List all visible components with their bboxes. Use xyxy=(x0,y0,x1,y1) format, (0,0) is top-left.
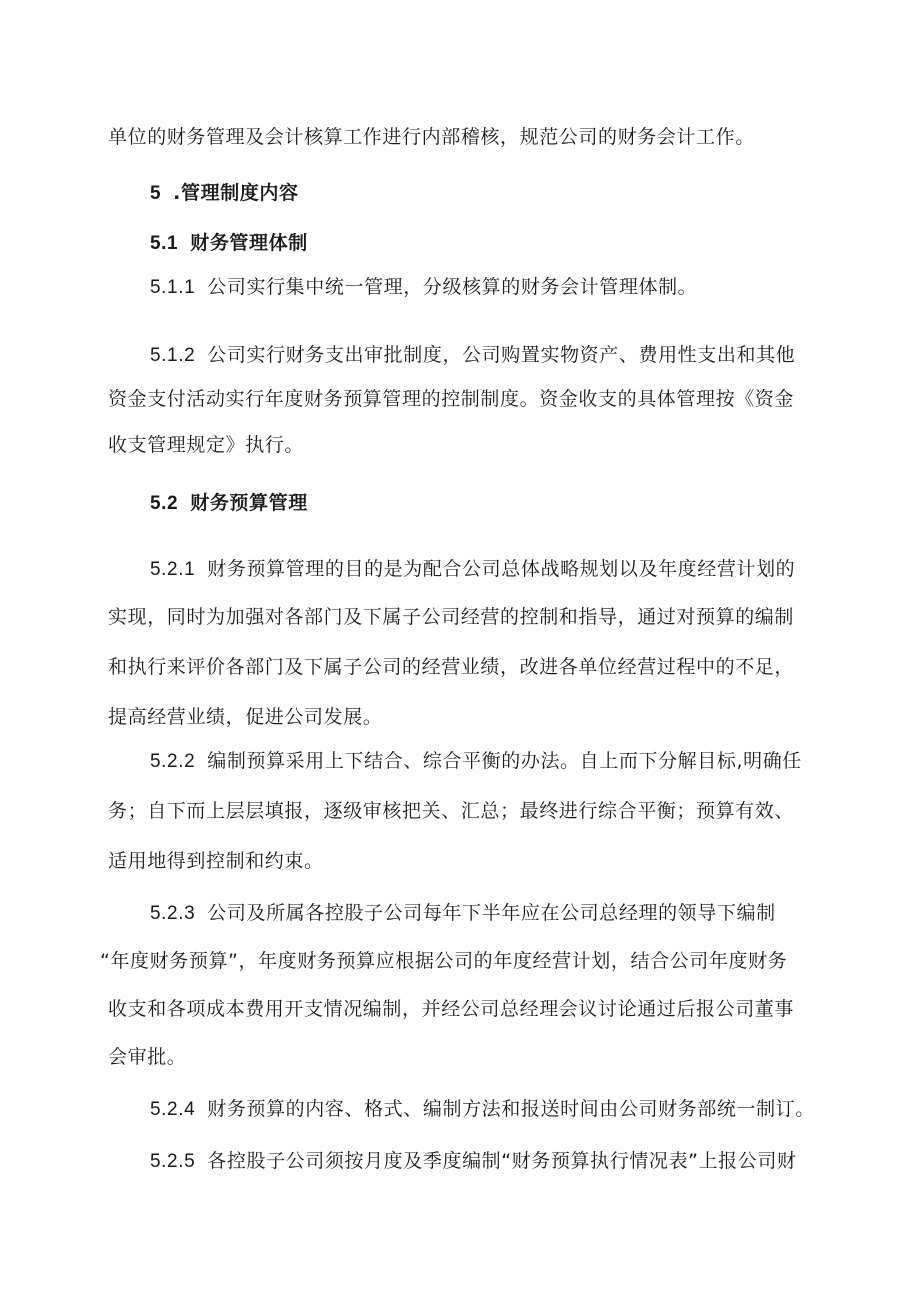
clause-5-2-4-number: 5.2.4 xyxy=(150,1099,196,1120)
clause-5-2-3-text-2: “年度财务预算”，年度财务预算应根据公司的年度经营计划，结合公司年度财务 xyxy=(100,950,788,972)
clause-5-2-3-text-1: 公司及所属各控股子公司每年下半年应在公司总经理的领导下编制 xyxy=(207,902,776,924)
section-5-2-heading xyxy=(150,490,920,517)
section-5-1-number: 5.1 xyxy=(150,233,179,254)
intro-tail-text: 单位的财务管理及会计核算工作进行内部稽核，规范公司的财务会计工作。 xyxy=(108,126,755,148)
section-5-title: .管理制度内容 xyxy=(173,182,299,204)
section-5-heading xyxy=(150,180,920,207)
clause-5-2-3-line-2 xyxy=(100,948,920,974)
clause-5-1-2-line-2 xyxy=(108,386,920,412)
clause-5-1-2-text-1: 公司实行财务支出审批制度，公司购置实物资产、费用性支出和其他 xyxy=(207,344,796,366)
clause-5-2-2-text-2: 务；自下而上层层填报，逐级审核把关、汇总；最终进行综合平衡；预算有效、 xyxy=(108,800,795,822)
clause-5-1-2-text-3: 收支管理规定》执行。 xyxy=(108,434,305,456)
clause-5-2-5 xyxy=(150,1148,920,1175)
section-5-number: 5 xyxy=(150,183,162,204)
section-5-2-number: 5.2 xyxy=(150,493,179,514)
clause-5-2-1-line-1 xyxy=(150,556,920,583)
clause-5-1-1-text: 公司实行集中统一管理，分级核算的财务会计管理体制。 xyxy=(207,276,698,298)
clause-5-2-1-number: 5.2.1 xyxy=(150,559,196,580)
clause-5-2-3-text-4: 会审批。 xyxy=(108,1046,187,1068)
clause-5-1-2-line-1 xyxy=(150,342,920,369)
clause-5-1-2-number: 5.1.2 xyxy=(150,345,196,366)
clause-5-2-5-text: 各控股子公司须按月度及季度编制“财务预算执行情况表”上报公司财 xyxy=(207,1150,797,1172)
clause-5-2-2-line-1 xyxy=(150,748,920,775)
section-5-2-title: 财务预算管理 xyxy=(190,492,308,514)
clause-5-2-2-text-3: 适用地得到控制和约束。 xyxy=(108,850,324,872)
clause-5-2-3-text-3: 收支和各项成本费用开支情况编制，并经公司总经理会议讨论通过后报公司董事 xyxy=(108,998,795,1020)
clause-5-2-1-text-1: 财务预算管理的目的是为配合公司总体战略规划以及年度经营计划的 xyxy=(207,558,796,580)
clause-5-2-3-line-3 xyxy=(108,996,920,1022)
clause-5-2-3-line-1 xyxy=(150,900,920,927)
clause-5-2-2-line-2 xyxy=(108,798,920,824)
clause-5-1-2-line-3 xyxy=(108,432,920,458)
clause-5-2-1-line-2 xyxy=(108,604,920,630)
clause-5-2-5-number: 5.2.5 xyxy=(150,1151,196,1172)
clause-5-2-1-line-4 xyxy=(108,704,920,730)
section-5-1-title: 财务管理体制 xyxy=(190,232,308,254)
clause-5-2-1-text-3: 和执行来评价各部门及下属子公司的经营业绩，改进各单位经营过程中的不足， xyxy=(108,656,795,678)
clause-5-2-4-text: 财务预算的内容、格式、编制方法和报送时间由公司财务部统一制订。 xyxy=(207,1098,815,1120)
clause-5-1-1 xyxy=(150,274,920,301)
clause-5-1-2-text-2: 资金支付活动实行年度财务预算管理的控制制度。资金收支的具体管理按《资金 xyxy=(108,388,795,410)
clause-5-2-2-text-1: 编制预算采用上下结合、综合平衡的办法。自上而下分解目标,明确任 xyxy=(207,750,802,772)
clause-5-2-3-line-4 xyxy=(108,1044,920,1070)
clause-5-2-2-line-3 xyxy=(108,848,920,874)
intro-tail-paragraph xyxy=(108,124,920,150)
clause-5-2-2-number: 5.2.2 xyxy=(150,751,196,772)
clause-5-1-1-number: 5.1.1 xyxy=(150,277,196,298)
clause-5-2-1-text-4: 提高经营业绩，促进公司发展。 xyxy=(108,706,383,728)
section-5-1-heading xyxy=(150,230,920,257)
clause-5-2-1-text-2: 实现，同时为加强对各部门及下属子公司经营的控制和指导，通过对预算的编制 xyxy=(108,606,795,628)
clause-5-2-3-number: 5.2.3 xyxy=(150,903,196,924)
clause-5-2-1-line-3 xyxy=(108,654,920,680)
clause-5-2-4 xyxy=(150,1096,920,1123)
